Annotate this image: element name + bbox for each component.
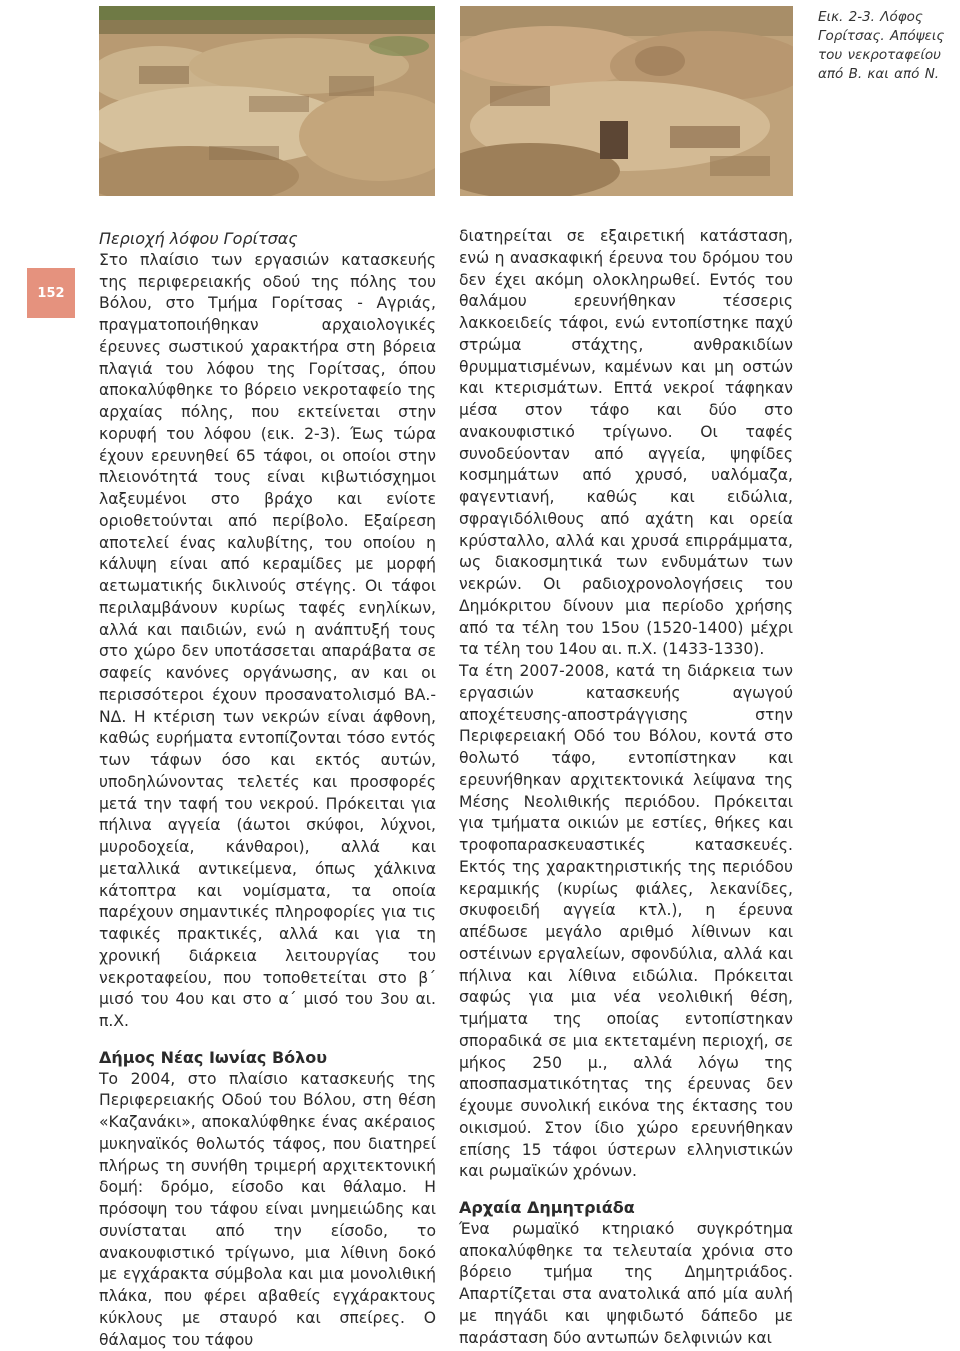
right-column xyxy=(459,226,793,1349)
paragraph-demetrias: Ένα ρωμαϊκό κτηριακό συγκρότημα αποκαλύφθηκε τα τελευταία χρόνια στο βόρειο τμήμα της Δημητριάδος. Απαρτίζεται στα ανατολικά από μία αυλή με πηγάδι και ψηφιδωτό δάπεδο με παράσταση δύο αντωπών δελφινιών και xyxy=(459,1219,793,1350)
figure-caption: Εικ. 2-3. Λόφος Γορίτσας. Απόψεις του νεκροταφείου από Β. και από Ν. xyxy=(818,8,954,84)
section-heading-nea-ionia: Δήμος Νέας Ιωνίας Βόλου xyxy=(99,1047,436,1069)
left-column xyxy=(99,226,436,1351)
paragraph-tholos-chamber: διατηρείται σε εξαιρετική κατάσταση, ενώ η ανασκαφική έρευνα του δρόμου του δεν έχει ακόμη ολοκληρωθεί. Εντός του θαλάμου ερευνήθηκαν τέσσερις λακκοειδείς τάφοι, ενώ εντοπίστηκε παχύ στρώμα στάχτης, ανθρακιδίων θρυμματισμένων, καμένων και μη οστών και κτερισμάτων. Επτά νεκροί τάφηκαν μέσα στον τάφο και δύο στο ανακουφιστικό τρίγωνο. Οι ταφές συνοδεύονταν από αγγεία, ψηφίδες κοσμημάτων από χρυσό, υαλόμαζα, φαγεντιανή, καθώς και ειδώλια, σφραγιδόλιθους από αχάτη και ορεία κρύσταλλο, αλλά και χρυσά επιρράμματα, ως διακοσμητικά των ενδυμάτων των νεκρών. Οι ραδιοχρονολογήσεις του Δημόκριτου δίνουν μια περίοδο χρήσης από τα τέλη του 15ου (1520-1400) μέχρι τα τέλη του 14ου αι. π.Χ. (1433-1330). xyxy=(459,226,793,661)
excavation-photo-north xyxy=(99,6,435,196)
paragraph-gap xyxy=(99,1033,436,1047)
paragraph-nea-ionia: Το 2004, στο πλαίσιο κατασκευής της Περιφερειακής Οδού του Βόλου, στη θέση «Καζανάκι», αποκαλύφθηκε ένας ακέραιος μυκηναϊκός θολωτός τάφος, που διατηρεί πλήρως τη συνήθη τριμερή αρχιτεκτονική δομή: δρόμο, είσοδο και θάλαμο. Η πρόσοψη του τάφου είναι μνημειώδης και συνίσταται από την είσοδο, το ανακουφιστικό τρίγωνο, μια λίθινη δοκό με εγχάρακτα σύμβολα και μια μονολιθική πλάκα, που φέρει αβαθείς εγχάρακτους κύκλους με σταυρό και σπείρες. Ο θάλαμος του τάφου xyxy=(99,1069,436,1351)
page-number-tab xyxy=(27,268,75,318)
section-heading-demetrias: Αρχαία Δημητριάδα xyxy=(459,1197,793,1219)
section-heading-goritsa: Περιοχή λόφου Γορίτσας xyxy=(99,228,436,250)
excavation-photo-south xyxy=(460,6,793,196)
paragraph-neolithic-site: Τα έτη 2007-2008, κατά τη διάρκεια των εργασιών κατασκευής αγωγού αποχέτευσης-αποστράγγισης στην Περιφερειακή Οδό του Βόλου, κοντά στο θολωτό τάφο, εντοπίστηκαν και ερευνήθηκαν αρχιτεκτονικά λείψανα της Μέσης Νεολιθικής περιόδου. Πρόκειται για τμήματα οικιών με εστίες, θήκες και τροφοπαρασκευαστικές κατασκευές. Εκτός της χαρακτηριστικής της περιόδου κεραμικής (κυρίως φιάλες, λεκανίδες, σκυφοειδή αγγεία κτλ.), η έρευνα απέδωσε μεγάλο αριθμό λίθινων και οστέινων εργαλείων, σφονδύλια, αλλά και πήλινα και λίθινα ειδώλια. Πρόκειται σαφώς για μια νέα νεολιθική θέση, τμήματα της οποίας εντοπίστηκαν σποραδικά σε μια εκτεταμένη περιοχή, σε μήκος 250 μ., αλλά λόγω της αποσπασματικότητας της έρευνας δεν έχουμε συνολική εικόνα της έκτασης του οικισμού. Στον ίδιο χώρο ερευνήθηκαν επίσης 15 τάφοι ύστερων ελληνιστικών και ρωμαϊκών χρόνων. xyxy=(459,661,793,1183)
page-number: 152 xyxy=(37,286,64,301)
paragraph-gap xyxy=(459,1183,793,1197)
paragraph-goritsa: Στο πλαίσιο των εργασιών κατασκευής της περιφερειακής οδού της πόλης του Βόλου, στο Τμήμα Γορίτσας - Αγριάς, πραγματοποιήθηκαν αρχαιολογικές έρευνες σωστικού χαρακτήρα στη βόρεια πλαγιά του λόφου της Γορίτσας, όπου αποκαλύφθηκε το βόρειο νεκροταφείο της αρχαίας πόλης, που εκτείνεται στην κορυφή του λόφου (εικ. 2-3). Έως τώρα έχουν ερευνηθεί 65 τάφοι, οι οποίοι στην πλειονότητά τους είναι κιβωτιόσχημοι λαξευμένοι στο βράχο και ενίοτε οριοθετούνται από περίβολο. Εξαίρεση αποτελεί ένας καλυβίτης, του οποίου η κάλυψη είναι από κεραμίδες με μορφή αετωματικής δικλινούς στέγης. Οι τάφοι περιλαμβάνουν κυρίως ταφές ενηλίκων, αλλά και παιδιών, ενώ η ανάπτυξή τους στο χώρο δεν υποτάσσεται απαράβατα σε σαφείς κανόνες οργάνωσης, αν και οι περισσότεροι έχουν προσανατολισμό ΒΑ.-ΝΔ. Η κτέριση των νεκρών είναι άφθονη, καθώς ευρήματα εντοπίζονται τόσο εντός των τάφων όσο και εκτός αυτών, υποδηλώνοντας τελετές και προσφορές μετά την ταφή του νεκρού. Πρόκειται για πήλινα αγγεία (άωτοι σκύφοι, λύχνοι, μυροδοχεία, κάνθαροι), αλλά και μεταλλικά αντικείμενα, όπως χάλκινα κάτοπτρα και νομίσματα, τα οποία παρέχουν σημαντικές πληροφορίες για τις ταφικές πρακτικές, αλλά και για τη χρονική διάρκεια λειτουργίας του νεκροταφείου, που τοποθετείται στο β΄ μισό του 4ου και στο α΄ μισό του 3ου αι. π.Χ. xyxy=(99,250,436,1033)
